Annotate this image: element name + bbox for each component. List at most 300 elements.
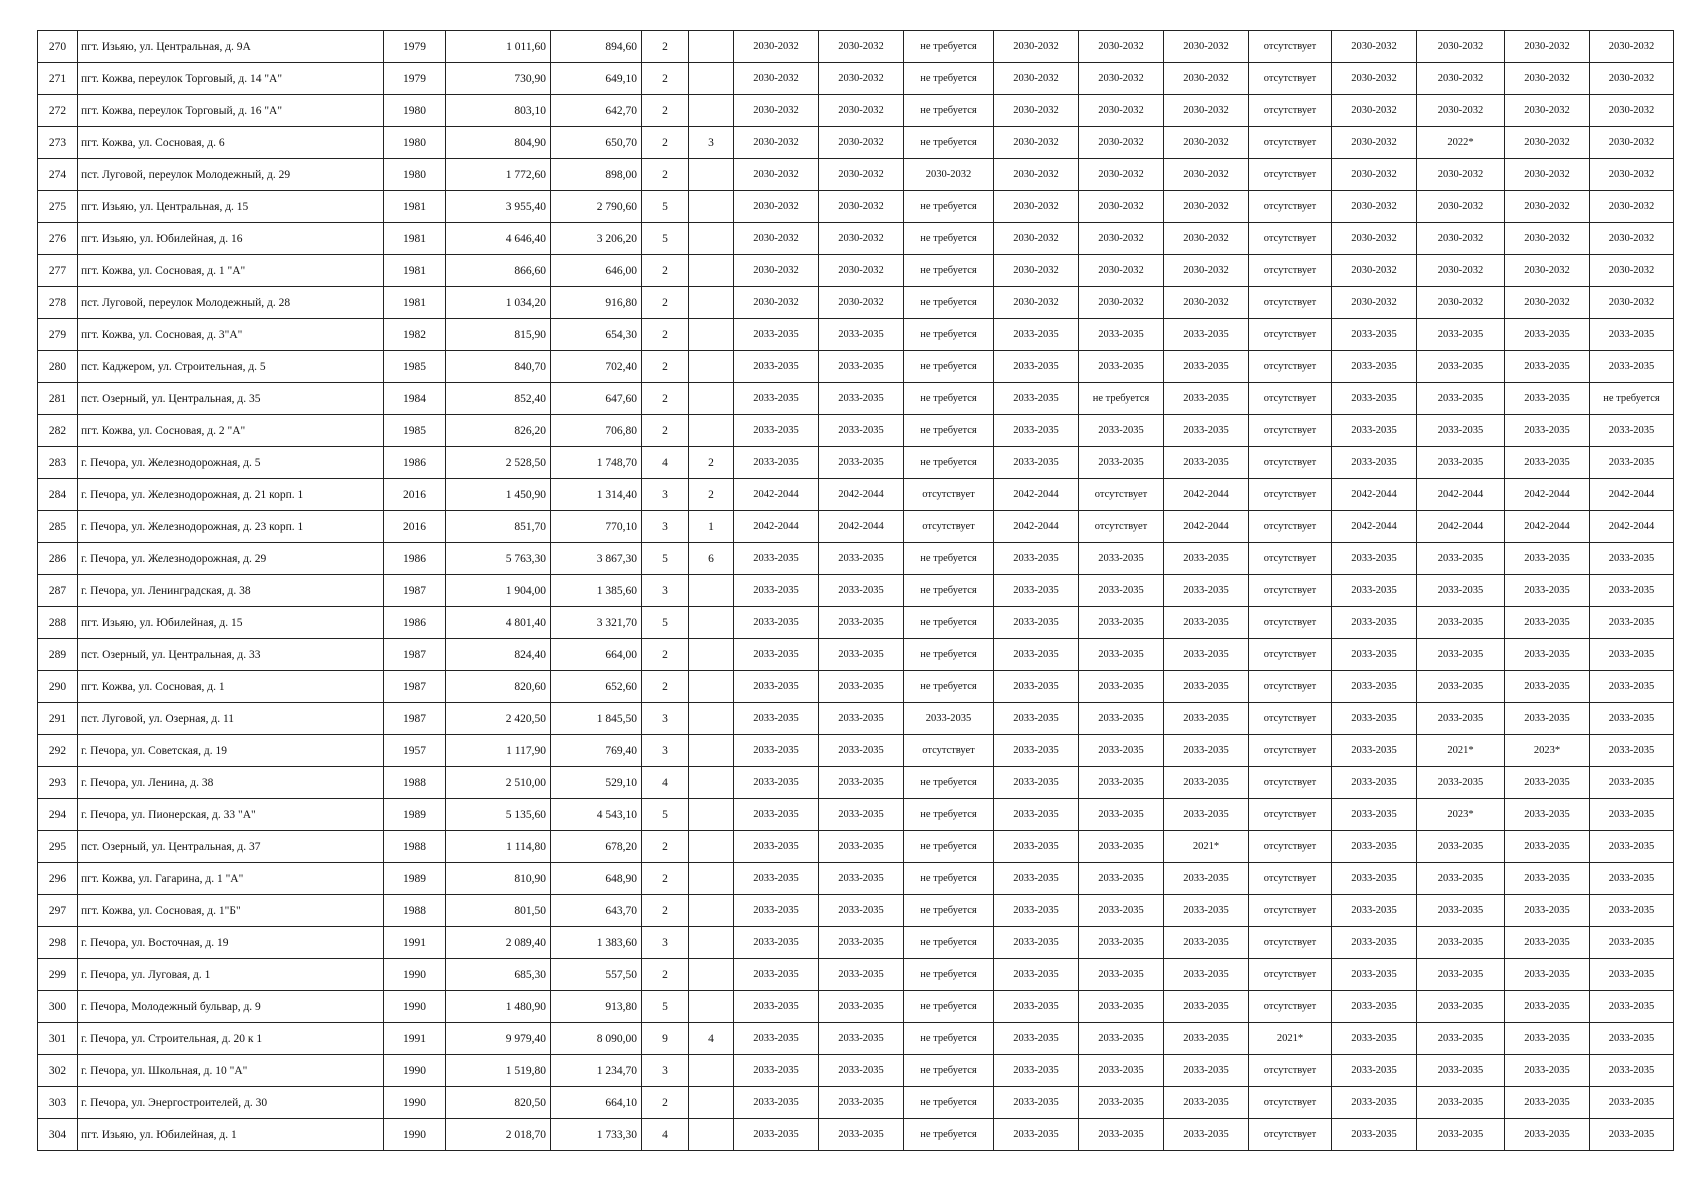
schedule-cell: 2033-2035 — [1332, 959, 1417, 991]
schedule-cell: отсутствует — [1249, 1119, 1332, 1151]
schedule-cell: не требуется — [904, 383, 994, 415]
schedule-cell: 2033-2035 — [1332, 895, 1417, 927]
schedule-cell: 2042-2044 — [734, 479, 819, 511]
schedule-cell: 2030-2032 — [734, 95, 819, 127]
floors-cell: 5 — [642, 799, 689, 831]
year-cell: 1990 — [384, 1055, 446, 1087]
schedule-cell: 2033-2035 — [819, 863, 904, 895]
schedule-cell: не требуется — [904, 223, 994, 255]
address-cell: пгт. Кожва, переулок Торговый, д. 16 "А" — [78, 95, 384, 127]
schedule-cell: 2033-2035 — [1417, 1087, 1505, 1119]
schedule-cell: 2033-2035 — [994, 895, 1079, 927]
living-area-cell: 770,10 — [551, 511, 642, 543]
year-cell: 1987 — [384, 703, 446, 735]
total-area-cell: 810,90 — [446, 863, 551, 895]
schedule-cell: 2033-2035 — [1079, 639, 1164, 671]
schedule-cell: отсутствует — [1249, 703, 1332, 735]
schedule-cell: не требуется — [904, 319, 994, 351]
schedule-cell: 2033-2035 — [1417, 991, 1505, 1023]
address-cell: г. Печора, ул. Энергостроителей, д. 30 — [78, 1087, 384, 1119]
total-area-cell: 2 510,00 — [446, 767, 551, 799]
row-number-cell: 298 — [38, 927, 78, 959]
schedule-cell: 2033-2035 — [1417, 671, 1505, 703]
schedule-cell: 2033-2035 — [1417, 351, 1505, 383]
schedule-cell: 2033-2035 — [1590, 767, 1674, 799]
schedule-cell: 2033-2035 — [1079, 799, 1164, 831]
row-number-cell: 299 — [38, 959, 78, 991]
total-area-cell: 804,90 — [446, 127, 551, 159]
schedule-cell: 2033-2035 — [819, 831, 904, 863]
schedule-cell: не требуется — [904, 415, 994, 447]
entrances-cell — [689, 703, 734, 735]
schedule-cell: 2033-2035 — [1332, 991, 1417, 1023]
schedule-cell: не требуется — [904, 607, 994, 639]
schedule-cell: 2033-2035 — [1164, 799, 1249, 831]
schedule-cell: 2042-2044 — [1417, 479, 1505, 511]
schedule-cell: 2033-2035 — [1505, 415, 1590, 447]
address-cell: г. Печора, ул. Пионерская, д. 33 "А" — [78, 799, 384, 831]
row-number-cell: 290 — [38, 671, 78, 703]
schedule-cell: 2033-2035 — [1164, 319, 1249, 351]
schedule-cell: 2033-2035 — [1079, 319, 1164, 351]
total-area-cell: 820,60 — [446, 671, 551, 703]
address-cell: г. Печора, ул. Строительная, д. 20 к 1 — [78, 1023, 384, 1055]
row-number-cell: 288 — [38, 607, 78, 639]
schedule-cell: отсутствует — [1249, 383, 1332, 415]
schedule-cell: 2033-2035 — [994, 415, 1079, 447]
year-cell: 1986 — [384, 543, 446, 575]
schedule-cell: отсутствует — [904, 735, 994, 767]
row-number-cell: 282 — [38, 415, 78, 447]
schedule-cell: 2033-2035 — [1505, 447, 1590, 479]
living-area-cell: 913,80 — [551, 991, 642, 1023]
schedule-cell: 2030-2032 — [819, 159, 904, 191]
schedule-cell: 2033-2035 — [734, 1055, 819, 1087]
total-area-cell: 815,90 — [446, 319, 551, 351]
schedule-cell: 2030-2032 — [1164, 223, 1249, 255]
floors-cell: 5 — [642, 991, 689, 1023]
year-cell: 1957 — [384, 735, 446, 767]
row-number-cell: 283 — [38, 447, 78, 479]
entrances-cell — [689, 159, 734, 191]
total-area-cell: 9 979,40 — [446, 1023, 551, 1055]
schedule-cell: 2033-2035 — [1505, 1055, 1590, 1087]
schedule-cell: 2033-2035 — [1505, 959, 1590, 991]
row-number-cell: 300 — [38, 991, 78, 1023]
schedule-cell: отсутствует — [1079, 511, 1164, 543]
table-row — [38, 319, 1674, 351]
entrances-cell — [689, 735, 734, 767]
schedule-cell: не требуется — [904, 575, 994, 607]
schedule-cell: 2033-2035 — [994, 703, 1079, 735]
schedule-cell: 2033-2035 — [1332, 927, 1417, 959]
schedule-cell: не требуется — [904, 895, 994, 927]
schedule-cell: не требуется — [904, 351, 994, 383]
year-cell: 1985 — [384, 415, 446, 447]
living-area-cell: 664,10 — [551, 1087, 642, 1119]
living-area-cell: 1 383,60 — [551, 927, 642, 959]
living-area-cell: 642,70 — [551, 95, 642, 127]
year-cell: 1985 — [384, 351, 446, 383]
schedule-cell: 2033-2035 — [1417, 639, 1505, 671]
floors-cell: 2 — [642, 671, 689, 703]
floors-cell: 2 — [642, 831, 689, 863]
row-number-cell: 291 — [38, 703, 78, 735]
schedule-cell: 2030-2032 — [994, 255, 1079, 287]
schedule-cell: 2033-2035 — [1590, 319, 1674, 351]
entrances-cell — [689, 319, 734, 351]
schedule-cell: 2033-2035 — [1164, 351, 1249, 383]
address-cell: пгт. Кожва, ул. Сосновая, д. 3"А" — [78, 319, 384, 351]
schedule-cell: 2030-2032 — [1079, 127, 1164, 159]
schedule-cell: 2021* — [1249, 1023, 1332, 1055]
total-area-cell: 3 955,40 — [446, 191, 551, 223]
address-cell: г. Печора, ул. Восточная, д. 19 — [78, 927, 384, 959]
schedule-cell: 2033-2035 — [734, 959, 819, 991]
schedule-cell: 2033-2035 — [994, 383, 1079, 415]
address-cell: пст. Озерный, ул. Центральная, д. 35 — [78, 383, 384, 415]
schedule-cell: 2030-2032 — [1332, 223, 1417, 255]
schedule-cell: 2033-2035 — [1505, 927, 1590, 959]
floors-cell: 4 — [642, 1119, 689, 1151]
year-cell: 1980 — [384, 159, 446, 191]
schedule-cell: 2033-2035 — [994, 799, 1079, 831]
entrances-cell — [689, 287, 734, 319]
row-number-cell: 295 — [38, 831, 78, 863]
schedule-cell: 2033-2035 — [1505, 1087, 1590, 1119]
schedule-cell: 2033-2035 — [819, 1055, 904, 1087]
schedule-cell: 2030-2032 — [1164, 63, 1249, 95]
floors-cell: 2 — [642, 351, 689, 383]
schedule-cell: 2033-2035 — [994, 767, 1079, 799]
year-cell: 1980 — [384, 127, 446, 159]
schedule-cell: 2042-2044 — [819, 511, 904, 543]
schedule-cell: 2033-2035 — [1079, 415, 1164, 447]
schedule-cell: 2033-2035 — [1164, 1119, 1249, 1151]
row-number-cell: 297 — [38, 895, 78, 927]
schedule-cell: 2033-2035 — [1590, 863, 1674, 895]
table-row — [38, 607, 1674, 639]
row-number-cell: 294 — [38, 799, 78, 831]
schedule-cell: 2033-2035 — [1590, 415, 1674, 447]
schedule-cell: отсутствует — [1249, 639, 1332, 671]
entrances-cell — [689, 767, 734, 799]
schedule-cell: 2033-2035 — [1417, 831, 1505, 863]
schedule-cell: 2030-2032 — [819, 287, 904, 319]
schedule-cell: 2033-2035 — [819, 319, 904, 351]
schedule-cell: 2033-2035 — [1079, 1119, 1164, 1151]
schedule-cell: 2033-2035 — [819, 991, 904, 1023]
schedule-cell: 2033-2035 — [994, 1055, 1079, 1087]
schedule-cell: 2033-2035 — [819, 895, 904, 927]
floors-cell: 2 — [642, 639, 689, 671]
total-area-cell: 1 450,90 — [446, 479, 551, 511]
schedule-cell: 2033-2035 — [1164, 671, 1249, 703]
schedule-cell: не требуется — [904, 767, 994, 799]
schedule-cell: 2033-2035 — [1079, 991, 1164, 1023]
schedule-cell: 2030-2032 — [1505, 255, 1590, 287]
schedule-cell: 2030-2032 — [1332, 63, 1417, 95]
living-area-cell: 898,00 — [551, 159, 642, 191]
entrances-cell — [689, 895, 734, 927]
address-cell: г. Печора, ул. Железнодорожная, д. 29 — [78, 543, 384, 575]
row-number-cell: 303 — [38, 1087, 78, 1119]
total-area-cell: 2 018,70 — [446, 1119, 551, 1151]
schedule-cell: 2033-2035 — [734, 671, 819, 703]
schedule-cell: отсутствует — [1249, 415, 1332, 447]
schedule-cell: 2030-2032 — [1164, 31, 1249, 63]
schedule-cell: 2030-2032 — [1417, 287, 1505, 319]
row-number-cell: 279 — [38, 319, 78, 351]
schedule-cell: 2033-2035 — [1590, 1119, 1674, 1151]
schedule-cell: 2030-2032 — [819, 95, 904, 127]
schedule-cell: 2042-2044 — [1590, 511, 1674, 543]
schedule-cell: 2033-2035 — [1079, 927, 1164, 959]
schedule-cell: 2033-2035 — [1079, 735, 1164, 767]
address-cell: пгт. Кожва, ул. Сосновая, д. 1 "А" — [78, 255, 384, 287]
schedule-cell: отсутствует — [1249, 767, 1332, 799]
schedule-cell: 2033-2035 — [1332, 863, 1417, 895]
year-cell: 1979 — [384, 31, 446, 63]
schedule-cell: 2042-2044 — [1164, 479, 1249, 511]
schedule-cell: 2033-2035 — [819, 1119, 904, 1151]
floors-cell: 5 — [642, 223, 689, 255]
living-area-cell: 1 385,60 — [551, 575, 642, 607]
entrances-cell — [689, 831, 734, 863]
schedule-cell: 2033-2035 — [1332, 607, 1417, 639]
schedule-cell: 2033-2035 — [734, 863, 819, 895]
address-cell: г. Печора, ул. Ленина, д. 38 — [78, 767, 384, 799]
schedule-cell: 2033-2035 — [994, 1119, 1079, 1151]
floors-cell: 2 — [642, 31, 689, 63]
entrances-cell — [689, 575, 734, 607]
schedule-cell: 2033-2035 — [1164, 607, 1249, 639]
year-cell: 1987 — [384, 575, 446, 607]
entrances-cell — [689, 31, 734, 63]
schedule-cell: 2030-2032 — [1332, 31, 1417, 63]
schedule-cell: 2033-2035 — [904, 703, 994, 735]
schedule-cell: не требуется — [904, 927, 994, 959]
living-area-cell: 648,90 — [551, 863, 642, 895]
year-cell: 1990 — [384, 991, 446, 1023]
schedule-cell: отсутствует — [1249, 127, 1332, 159]
schedule-cell: 2033-2035 — [1079, 863, 1164, 895]
schedule-cell: 2033-2035 — [1332, 415, 1417, 447]
schedule-cell: 2030-2032 — [1590, 63, 1674, 95]
schedule-cell: 2042-2044 — [819, 479, 904, 511]
entrances-cell — [689, 383, 734, 415]
table-row — [38, 479, 1674, 511]
schedule-cell: 2033-2035 — [1079, 831, 1164, 863]
total-area-cell: 840,70 — [446, 351, 551, 383]
year-cell: 1986 — [384, 607, 446, 639]
schedule-cell: 2033-2035 — [734, 351, 819, 383]
living-area-cell: 643,70 — [551, 895, 642, 927]
schedule-cell: 2033-2035 — [1332, 447, 1417, 479]
floors-cell: 3 — [642, 511, 689, 543]
floors-cell: 2 — [642, 95, 689, 127]
schedule-cell: 2030-2032 — [1332, 287, 1417, 319]
schedule-cell: 2022* — [1417, 127, 1505, 159]
total-area-cell: 1 117,90 — [446, 735, 551, 767]
schedule-cell: 2033-2035 — [1332, 1055, 1417, 1087]
schedule-cell: 2033-2035 — [1164, 383, 1249, 415]
schedule-cell: отсутствует — [1249, 543, 1332, 575]
schedule-cell: 2033-2035 — [1417, 767, 1505, 799]
address-cell: пст. Каджером, ул. Строительная, д. 5 — [78, 351, 384, 383]
schedule-cell: 2033-2035 — [734, 895, 819, 927]
schedule-cell: 2033-2035 — [1164, 927, 1249, 959]
schedule-cell: 2033-2035 — [1332, 703, 1417, 735]
schedule-cell: 2030-2032 — [1417, 63, 1505, 95]
schedule-cell: 2033-2035 — [734, 607, 819, 639]
schedule-cell: 2033-2035 — [734, 1119, 819, 1151]
table-row — [38, 287, 1674, 319]
row-number-cell: 277 — [38, 255, 78, 287]
schedule-cell: 2030-2032 — [1417, 255, 1505, 287]
total-area-cell: 1 114,80 — [446, 831, 551, 863]
schedule-cell: 2033-2035 — [1417, 543, 1505, 575]
schedule-cell: 2030-2032 — [904, 159, 994, 191]
entrances-cell — [689, 1119, 734, 1151]
schedule-cell: 2042-2044 — [1332, 511, 1417, 543]
living-area-cell: 652,60 — [551, 671, 642, 703]
row-number-cell: 278 — [38, 287, 78, 319]
schedule-cell: 2033-2035 — [1417, 1055, 1505, 1087]
address-cell: пст. Луговой, ул. Озерная, д. 11 — [78, 703, 384, 735]
table-row — [38, 1119, 1674, 1151]
entrances-cell: 6 — [689, 543, 734, 575]
total-area-cell: 1 034,20 — [446, 287, 551, 319]
schedule-cell: 2033-2035 — [819, 1023, 904, 1055]
schedule-cell: 2033-2035 — [1164, 415, 1249, 447]
schedule-cell: 2030-2032 — [1505, 95, 1590, 127]
floors-cell: 2 — [642, 895, 689, 927]
schedule-cell: отсутствует — [1249, 575, 1332, 607]
schedule-cell: отсутствует — [1249, 1087, 1332, 1119]
schedule-cell: 2033-2035 — [1079, 575, 1164, 607]
living-area-cell: 3 867,30 — [551, 543, 642, 575]
table-row — [38, 383, 1674, 415]
schedule-cell: 2030-2032 — [1417, 95, 1505, 127]
schedule-cell: отсутствует — [1249, 799, 1332, 831]
schedule-cell: 2030-2032 — [1164, 159, 1249, 191]
schedule-cell: 2033-2035 — [1079, 1023, 1164, 1055]
schedule-cell: 2030-2032 — [1332, 95, 1417, 127]
schedule-cell: отсутствует — [1079, 479, 1164, 511]
entrances-cell — [689, 95, 734, 127]
schedule-cell: 2033-2035 — [819, 639, 904, 671]
schedule-cell: 2033-2035 — [1505, 319, 1590, 351]
living-area-cell: 647,60 — [551, 383, 642, 415]
address-cell: пгт. Изьяю, ул. Юбилейная, д. 15 — [78, 607, 384, 639]
schedule-cell: не требуется — [904, 799, 994, 831]
schedule-cell: 2033-2035 — [994, 831, 1079, 863]
schedule-cell: 2033-2035 — [1164, 959, 1249, 991]
address-cell: г. Печора, ул. Железнодорожная, д. 5 — [78, 447, 384, 479]
schedule-cell: 2042-2044 — [734, 511, 819, 543]
entrances-cell: 4 — [689, 1023, 734, 1055]
table-row — [38, 831, 1674, 863]
living-area-cell: 706,80 — [551, 415, 642, 447]
schedule-cell: 2030-2032 — [1417, 31, 1505, 63]
row-number-cell: 301 — [38, 1023, 78, 1055]
schedule-cell: отсутствует — [1249, 223, 1332, 255]
schedule-cell: 2030-2032 — [1332, 191, 1417, 223]
living-area-cell: 654,30 — [551, 319, 642, 351]
living-area-cell: 1 733,30 — [551, 1119, 642, 1151]
living-area-cell: 916,80 — [551, 287, 642, 319]
floors-cell: 5 — [642, 607, 689, 639]
address-cell: пгт. Кожва, ул. Гагарина, д. 1 "А" — [78, 863, 384, 895]
living-area-cell: 1 845,50 — [551, 703, 642, 735]
row-number-cell: 270 — [38, 31, 78, 63]
table-row — [38, 127, 1674, 159]
row-number-cell: 285 — [38, 511, 78, 543]
schedule-cell: 2033-2035 — [1332, 319, 1417, 351]
schedule-cell: 2033-2035 — [819, 703, 904, 735]
row-number-cell: 284 — [38, 479, 78, 511]
schedule-cell: 2033-2035 — [1164, 575, 1249, 607]
year-cell: 1989 — [384, 863, 446, 895]
schedule-cell: 2030-2032 — [1079, 223, 1164, 255]
schedule-cell: 2033-2035 — [819, 927, 904, 959]
schedule-cell: 2033-2035 — [1590, 639, 1674, 671]
schedule-cell: отсутствует — [1249, 255, 1332, 287]
living-area-cell: 1 234,70 — [551, 1055, 642, 1087]
schedule-cell: 2030-2032 — [1505, 223, 1590, 255]
schedule-cell: 2023* — [1505, 735, 1590, 767]
table-row — [38, 703, 1674, 735]
schedule-cell: 2030-2032 — [734, 31, 819, 63]
schedule-cell: 2033-2035 — [1417, 895, 1505, 927]
entrances-cell — [689, 639, 734, 671]
schedule-cell: 2033-2035 — [1079, 703, 1164, 735]
schedule-cell: 2033-2035 — [819, 671, 904, 703]
schedule-cell: 2033-2035 — [819, 607, 904, 639]
schedule-cell: 2042-2044 — [1505, 511, 1590, 543]
schedule-cell: 2033-2035 — [1079, 959, 1164, 991]
schedule-cell: 2033-2035 — [1590, 1087, 1674, 1119]
living-area-cell: 2 790,60 — [551, 191, 642, 223]
schedule-cell: 2030-2032 — [819, 31, 904, 63]
total-area-cell: 820,50 — [446, 1087, 551, 1119]
schedule-cell: 2033-2035 — [734, 1087, 819, 1119]
total-area-cell: 4 646,40 — [446, 223, 551, 255]
schedule-cell: 2033-2035 — [1505, 895, 1590, 927]
schedule-cell: 2030-2032 — [1079, 287, 1164, 319]
schedule-cell: 2033-2035 — [1590, 959, 1674, 991]
schedule-cell: 2030-2032 — [1164, 255, 1249, 287]
living-area-cell: 649,10 — [551, 63, 642, 95]
address-cell: г. Печора, ул. Советская, д. 19 — [78, 735, 384, 767]
schedule-cell: 2030-2032 — [734, 223, 819, 255]
schedule-cell: 2030-2032 — [1590, 127, 1674, 159]
schedule-cell: 2030-2032 — [819, 191, 904, 223]
schedule-cell: отсутствует — [1249, 63, 1332, 95]
floors-cell: 2 — [642, 319, 689, 351]
schedule-cell: 2030-2032 — [819, 223, 904, 255]
table-row — [38, 31, 1674, 63]
living-area-cell: 557,50 — [551, 959, 642, 991]
table-row — [38, 511, 1674, 543]
schedule-cell: 2033-2035 — [1505, 575, 1590, 607]
schedule-cell: 2033-2035 — [734, 1023, 819, 1055]
row-number-cell: 273 — [38, 127, 78, 159]
schedule-cell: отсутствует — [1249, 1055, 1332, 1087]
schedule-cell: 2030-2032 — [1505, 191, 1590, 223]
schedule-cell: 2033-2035 — [1079, 543, 1164, 575]
